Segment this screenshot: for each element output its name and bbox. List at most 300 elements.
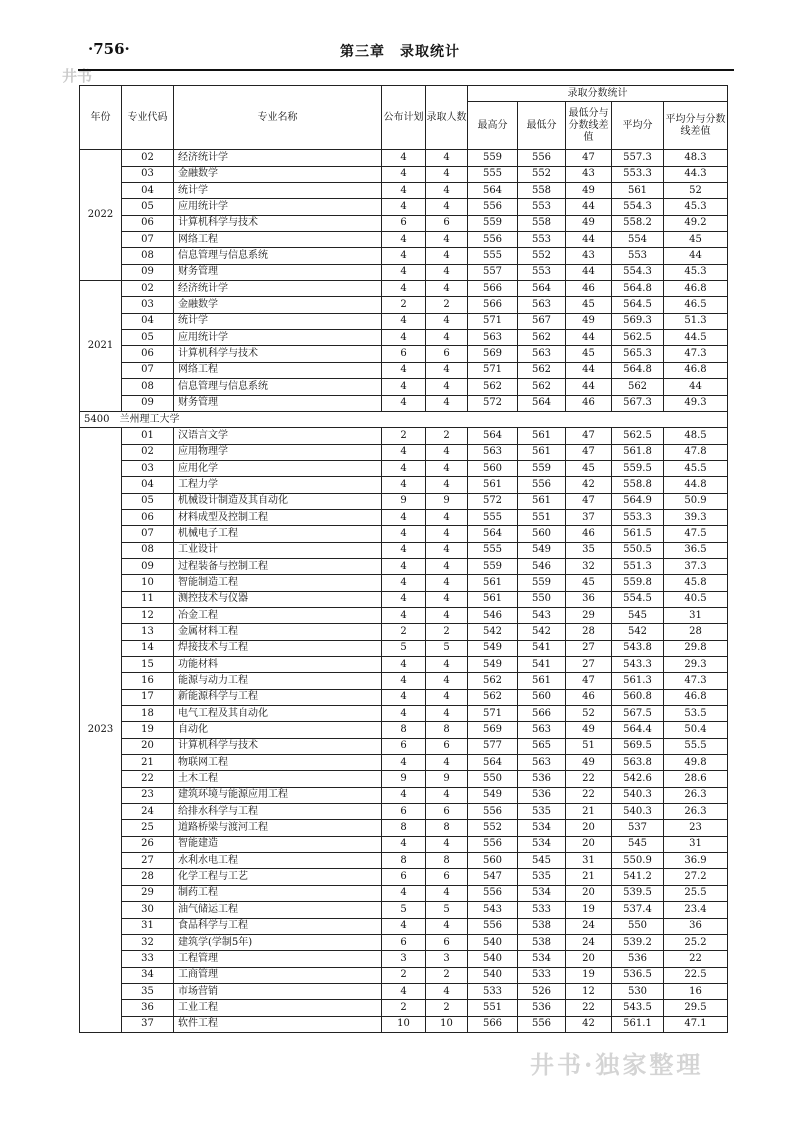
name-cell: 给排水科学与工程 [174, 804, 382, 820]
name-cell: 自动化 [174, 722, 382, 738]
min-diff-cell: 42 [566, 1016, 612, 1032]
admitted-cell: 4 [426, 362, 468, 378]
max-cell: 556 [468, 918, 518, 934]
table-row [80, 232, 728, 248]
code-cell: 16 [122, 673, 174, 689]
avg-cell: 554.5 [612, 591, 664, 607]
max-cell: 569 [468, 346, 518, 362]
plan-cell: 4 [382, 575, 426, 591]
plan-cell: 4 [382, 836, 426, 852]
avg-diff-cell: 47.8 [664, 444, 728, 460]
admitted-cell: 4 [426, 885, 468, 901]
min-diff-cell: 28 [566, 624, 612, 640]
avg-diff-cell: 49.3 [664, 395, 728, 411]
table-row [80, 493, 728, 509]
name-cell: 统计学 [174, 183, 382, 199]
name-cell: 软件工程 [174, 1016, 382, 1032]
avg-cell: 560.8 [612, 689, 664, 705]
avg-diff-cell: 44.3 [664, 166, 728, 182]
min-diff-cell: 46 [566, 689, 612, 705]
plan-cell: 5 [382, 902, 426, 918]
watermark-bottom: 井书·独家整理 [530, 1050, 704, 1079]
name-cell: 电气工程及其自动化 [174, 706, 382, 722]
max-cell: 562 [468, 689, 518, 705]
admitted-cell: 4 [426, 330, 468, 346]
avg-diff-cell: 31 [664, 607, 728, 623]
code-cell: 05 [122, 330, 174, 346]
name-cell: 市场营销 [174, 983, 382, 999]
name-cell: 金属材料工程 [174, 624, 382, 640]
admitted-cell: 6 [426, 934, 468, 950]
table-row [80, 869, 728, 885]
min-cell: 538 [518, 918, 566, 934]
table-row [80, 183, 728, 199]
table-row [80, 706, 728, 722]
code-cell: 13 [122, 624, 174, 640]
avg-cell: 558.2 [612, 215, 664, 231]
max-cell: 550 [468, 771, 518, 787]
code-cell: 08 [122, 379, 174, 395]
plan-cell: 8 [382, 853, 426, 869]
min-diff-cell: 37 [566, 509, 612, 525]
code-cell: 36 [122, 1000, 174, 1016]
name-cell: 财务管理 [174, 395, 382, 411]
name-cell: 应用物理学 [174, 444, 382, 460]
min-cell: 562 [518, 379, 566, 395]
admitted-cell: 4 [426, 150, 468, 166]
max-cell: 556 [468, 804, 518, 820]
table-row [80, 575, 728, 591]
max-cell: 564 [468, 428, 518, 444]
avg-cell: 561.1 [612, 1016, 664, 1032]
table-row [80, 804, 728, 820]
plan-cell: 4 [382, 362, 426, 378]
plan-cell: 2 [382, 967, 426, 983]
min-cell: 550 [518, 591, 566, 607]
avg-cell: 540.3 [612, 804, 664, 820]
admitted-cell: 5 [426, 902, 468, 918]
max-cell: 571 [468, 362, 518, 378]
max-cell: 556 [468, 885, 518, 901]
min-cell: 556 [518, 1016, 566, 1032]
min-cell: 538 [518, 934, 566, 950]
avg-cell: 559.8 [612, 575, 664, 591]
min-cell: 558 [518, 215, 566, 231]
min-diff-cell: 35 [566, 542, 612, 558]
plan-cell: 5 [382, 640, 426, 656]
avg-diff-cell: 45.3 [664, 264, 728, 280]
plan-cell: 4 [382, 591, 426, 607]
admission-table [79, 85, 728, 1033]
table-row [80, 951, 728, 967]
max-cell: 555 [468, 248, 518, 264]
code-cell: 02 [122, 444, 174, 460]
min-cell: 556 [518, 150, 566, 166]
admitted-cell: 4 [426, 248, 468, 264]
table-row [80, 591, 728, 607]
plan-cell: 4 [382, 509, 426, 525]
avg-diff-cell: 44 [664, 248, 728, 264]
max-cell: 564 [468, 755, 518, 771]
admitted-cell: 6 [426, 738, 468, 754]
avg-cell: 537 [612, 820, 664, 836]
max-cell: 549 [468, 657, 518, 673]
min-cell: 567 [518, 313, 566, 329]
table-row [80, 330, 728, 346]
avg-diff-cell: 49.2 [664, 215, 728, 231]
max-cell: 543 [468, 902, 518, 918]
avg-diff-cell: 49.8 [664, 755, 728, 771]
min-diff-cell: 42 [566, 477, 612, 493]
min-diff-cell: 44 [566, 330, 612, 346]
avg-cell: 562.5 [612, 330, 664, 346]
table-row [80, 526, 728, 542]
min-diff-cell: 36 [566, 591, 612, 607]
min-diff-cell: 27 [566, 640, 612, 656]
min-diff-cell: 19 [566, 967, 612, 983]
min-cell: 533 [518, 967, 566, 983]
plan-cell: 3 [382, 951, 426, 967]
table-row [80, 689, 728, 705]
table-row [80, 199, 728, 215]
avg-diff-cell: 40.5 [664, 591, 728, 607]
avg-cell: 553.3 [612, 166, 664, 182]
min-diff-cell: 43 [566, 248, 612, 264]
watermark-top: 井书 [62, 67, 93, 85]
min-diff-cell: 27 [566, 657, 612, 673]
max-cell: 572 [468, 395, 518, 411]
min-cell: 553 [518, 199, 566, 215]
avg-cell: 539.5 [612, 885, 664, 901]
avg-diff-cell: 47.3 [664, 673, 728, 689]
max-cell: 566 [468, 297, 518, 313]
avg-diff-cell: 37.3 [664, 558, 728, 574]
plan-cell: 4 [382, 313, 426, 329]
code-cell: 31 [122, 918, 174, 934]
header-score-group: 录取分数统计 [468, 86, 728, 102]
min-diff-cell: 20 [566, 820, 612, 836]
admitted-cell: 6 [426, 346, 468, 362]
header-avg-diff: 平均分与分数线差值 [664, 102, 728, 150]
avg-cell: 561.3 [612, 673, 664, 689]
max-cell: 571 [468, 706, 518, 722]
name-cell: 功能材料 [174, 657, 382, 673]
min-cell: 565 [518, 738, 566, 754]
code-cell: 04 [122, 477, 174, 493]
admitted-cell: 4 [426, 313, 468, 329]
avg-diff-cell: 36.5 [664, 542, 728, 558]
avg-diff-cell: 29.5 [664, 1000, 728, 1016]
admitted-cell: 3 [426, 951, 468, 967]
min-diff-cell: 29 [566, 607, 612, 623]
school-row [80, 411, 728, 427]
name-cell: 统计学 [174, 313, 382, 329]
avg-diff-cell: 22 [664, 951, 728, 967]
table-row [80, 248, 728, 264]
min-diff-cell: 22 [566, 771, 612, 787]
table-row [80, 934, 728, 950]
plan-cell: 4 [382, 787, 426, 803]
table-row [80, 787, 728, 803]
name-cell: 化学工程与工艺 [174, 869, 382, 885]
admitted-cell: 4 [426, 558, 468, 574]
avg-diff-cell: 39.3 [664, 509, 728, 525]
table-row [80, 607, 728, 623]
code-cell: 03 [122, 166, 174, 182]
max-cell: 542 [468, 624, 518, 640]
min-cell: 534 [518, 836, 566, 852]
admitted-cell: 4 [426, 460, 468, 476]
min-cell: 564 [518, 395, 566, 411]
avg-cell: 559.5 [612, 460, 664, 476]
name-cell: 汉语言文学 [174, 428, 382, 444]
chapter-title: 第三章 录取统计 [340, 44, 460, 60]
table-row [80, 983, 728, 999]
avg-cell: 567.5 [612, 706, 664, 722]
avg-cell: 550 [612, 918, 664, 934]
min-diff-cell: 49 [566, 755, 612, 771]
avg-diff-cell: 16 [664, 983, 728, 999]
plan-cell: 4 [382, 199, 426, 215]
name-cell: 过程装备与控制工程 [174, 558, 382, 574]
page-number: ·756· [88, 40, 130, 58]
min-diff-cell: 49 [566, 313, 612, 329]
name-cell: 材料成型及控制工程 [174, 509, 382, 525]
avg-diff-cell: 44.8 [664, 477, 728, 493]
admitted-cell: 4 [426, 281, 468, 297]
avg-cell: 543.3 [612, 657, 664, 673]
avg-diff-cell: 48.5 [664, 428, 728, 444]
name-cell: 新能源科学与工程 [174, 689, 382, 705]
name-cell: 智能制造工程 [174, 575, 382, 591]
min-diff-cell: 49 [566, 183, 612, 199]
name-cell: 工程力学 [174, 477, 382, 493]
avg-diff-cell: 45.5 [664, 460, 728, 476]
min-diff-cell: 44 [566, 379, 612, 395]
admitted-cell: 4 [426, 444, 468, 460]
name-cell: 网络工程 [174, 232, 382, 248]
avg-cell: 558.8 [612, 477, 664, 493]
avg-diff-cell: 46.5 [664, 297, 728, 313]
min-cell: 563 [518, 755, 566, 771]
code-cell: 34 [122, 967, 174, 983]
code-cell: 06 [122, 509, 174, 525]
avg-cell: 561.8 [612, 444, 664, 460]
code-cell: 19 [122, 722, 174, 738]
code-cell: 10 [122, 575, 174, 591]
name-cell: 制药工程 [174, 885, 382, 901]
code-cell: 02 [122, 281, 174, 297]
min-cell: 533 [518, 902, 566, 918]
min-diff-cell: 46 [566, 281, 612, 297]
max-cell: 561 [468, 477, 518, 493]
min-cell: 563 [518, 346, 566, 362]
name-cell: 建筑环境与能源应用工程 [174, 787, 382, 803]
max-cell: 555 [468, 166, 518, 182]
avg-cell: 563.8 [612, 755, 664, 771]
plan-cell: 6 [382, 869, 426, 885]
table-row [80, 313, 728, 329]
code-cell: 29 [122, 885, 174, 901]
avg-diff-cell: 31 [664, 836, 728, 852]
min-diff-cell: 44 [566, 362, 612, 378]
table-row [80, 1000, 728, 1016]
admitted-cell: 8 [426, 853, 468, 869]
max-cell: 555 [468, 542, 518, 558]
min-diff-cell: 49 [566, 215, 612, 231]
plan-cell: 2 [382, 1000, 426, 1016]
table-row [80, 885, 728, 901]
avg-diff-cell: 44.5 [664, 330, 728, 346]
min-diff-cell: 44 [566, 199, 612, 215]
max-cell: 564 [468, 183, 518, 199]
plan-cell: 6 [382, 804, 426, 820]
header-plan: 公布计划 [382, 86, 426, 150]
max-cell: 549 [468, 787, 518, 803]
code-cell: 07 [122, 526, 174, 542]
min-cell: 566 [518, 706, 566, 722]
min-diff-cell: 32 [566, 558, 612, 574]
plan-cell: 4 [382, 607, 426, 623]
code-cell: 08 [122, 542, 174, 558]
name-cell: 应用统计学 [174, 330, 382, 346]
avg-diff-cell: 28.6 [664, 771, 728, 787]
avg-diff-cell: 51.3 [664, 313, 728, 329]
max-cell: 533 [468, 983, 518, 999]
name-cell: 机械电子工程 [174, 526, 382, 542]
avg-diff-cell: 23.4 [664, 902, 728, 918]
max-cell: 566 [468, 281, 518, 297]
min-diff-cell: 45 [566, 346, 612, 362]
avg-cell: 537.4 [612, 902, 664, 918]
name-cell: 信息管理与信息系统 [174, 379, 382, 395]
year-cell: 2021 [80, 281, 122, 412]
code-cell: 23 [122, 787, 174, 803]
avg-cell: 545 [612, 836, 664, 852]
avg-cell: 542 [612, 624, 664, 640]
plan-cell: 4 [382, 166, 426, 182]
name-cell: 物联网工程 [174, 755, 382, 771]
min-cell: 561 [518, 493, 566, 509]
admitted-cell: 4 [426, 477, 468, 493]
min-diff-cell: 24 [566, 934, 612, 950]
code-cell: 35 [122, 983, 174, 999]
code-cell: 07 [122, 232, 174, 248]
code-cell: 05 [122, 493, 174, 509]
avg-diff-cell: 29.3 [664, 657, 728, 673]
admitted-cell: 10 [426, 1016, 468, 1032]
table-row [80, 150, 728, 166]
avg-cell: 557.3 [612, 150, 664, 166]
code-cell: 09 [122, 558, 174, 574]
max-cell: 540 [468, 934, 518, 950]
plan-cell: 4 [382, 150, 426, 166]
max-cell: 556 [468, 836, 518, 852]
min-cell: 535 [518, 869, 566, 885]
plan-cell: 2 [382, 624, 426, 640]
table-row [80, 755, 728, 771]
avg-diff-cell: 47.1 [664, 1016, 728, 1032]
header-min: 最低分 [518, 102, 566, 150]
table-row [80, 657, 728, 673]
min-diff-cell: 19 [566, 902, 612, 918]
min-cell: 541 [518, 640, 566, 656]
table-row [80, 395, 728, 411]
max-cell: 560 [468, 853, 518, 869]
table-row [80, 264, 728, 280]
admitted-cell: 4 [426, 689, 468, 705]
admitted-cell: 5 [426, 640, 468, 656]
min-cell: 561 [518, 428, 566, 444]
code-cell: 04 [122, 183, 174, 199]
min-diff-cell: 52 [566, 706, 612, 722]
name-cell: 水利水电工程 [174, 853, 382, 869]
name-cell: 财务管理 [174, 264, 382, 280]
header-name: 专业名称 [174, 86, 382, 150]
min-cell: 536 [518, 771, 566, 787]
name-cell: 计算机科学与技术 [174, 346, 382, 362]
plan-cell: 4 [382, 885, 426, 901]
plan-cell: 10 [382, 1016, 426, 1032]
code-cell: 14 [122, 640, 174, 656]
table-row [80, 722, 728, 738]
min-diff-cell: 47 [566, 493, 612, 509]
max-cell: 540 [468, 967, 518, 983]
min-cell: 552 [518, 248, 566, 264]
max-cell: 560 [468, 460, 518, 476]
year-cell: 2022 [80, 150, 122, 281]
table-row [80, 967, 728, 983]
min-diff-cell: 21 [566, 869, 612, 885]
admitted-cell: 4 [426, 755, 468, 771]
admitted-cell: 4 [426, 918, 468, 934]
min-cell: 552 [518, 166, 566, 182]
code-cell: 33 [122, 951, 174, 967]
max-cell: 551 [468, 1000, 518, 1016]
admitted-cell: 4 [426, 379, 468, 395]
avg-cell: 561.5 [612, 526, 664, 542]
admitted-cell: 4 [426, 542, 468, 558]
plan-cell: 4 [382, 477, 426, 493]
avg-cell: 564.8 [612, 281, 664, 297]
min-diff-cell: 45 [566, 297, 612, 313]
max-cell: 546 [468, 607, 518, 623]
avg-cell: 564.9 [612, 493, 664, 509]
name-cell: 道路桥梁与渡河工程 [174, 820, 382, 836]
avg-cell: 562.5 [612, 428, 664, 444]
avg-diff-cell: 25.5 [664, 885, 728, 901]
plan-cell: 4 [382, 542, 426, 558]
min-cell: 546 [518, 558, 566, 574]
name-cell: 测控技术与仪器 [174, 591, 382, 607]
plan-cell: 4 [382, 918, 426, 934]
admitted-cell: 2 [426, 297, 468, 313]
avg-diff-cell: 55.5 [664, 738, 728, 754]
header-max: 最高分 [468, 102, 518, 150]
admitted-cell: 2 [426, 967, 468, 983]
code-cell: 26 [122, 836, 174, 852]
avg-diff-cell: 29.8 [664, 640, 728, 656]
min-cell: 561 [518, 673, 566, 689]
min-cell: 553 [518, 232, 566, 248]
avg-cell: 562 [612, 379, 664, 395]
code-cell: 07 [122, 362, 174, 378]
table-row [80, 379, 728, 395]
plan-cell: 4 [382, 526, 426, 542]
code-cell: 20 [122, 738, 174, 754]
table-row [80, 460, 728, 476]
min-diff-cell: 20 [566, 836, 612, 852]
